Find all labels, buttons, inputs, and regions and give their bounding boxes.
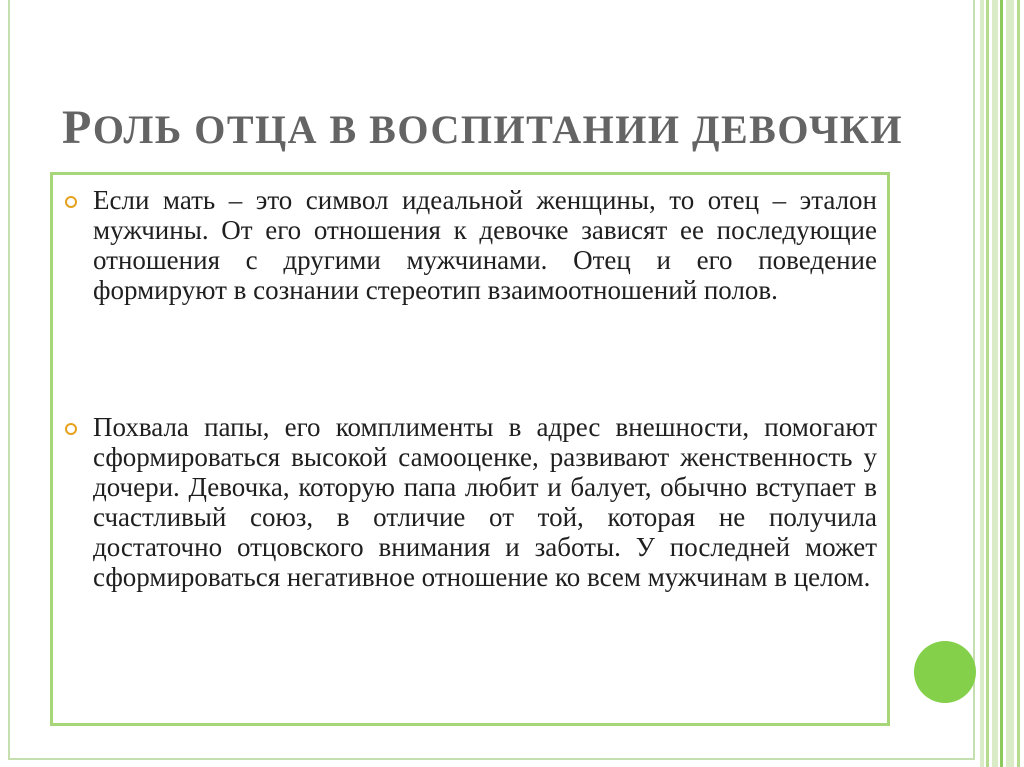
bullet-circle-icon xyxy=(65,423,77,435)
stripe-5 xyxy=(1006,0,1014,767)
bullet-circle-icon xyxy=(65,196,77,208)
bullet-text-1: Если мать – это символ идеальной женщины, то отец – эталон мужчины. От его отношения к девочке зависят ее последующие отношения с другими мужчинами. Отец и его поведение формируют в сознании стереотип взаимоотношений полов. xyxy=(93,185,877,305)
stripe-6 xyxy=(1017,0,1020,767)
stripe-2 xyxy=(986,0,989,767)
title-rest: ОЛЬ ОТЦА В ВОСПИТАНИИ ДЕВОЧКИ xyxy=(92,107,903,152)
bullet-item-1 xyxy=(93,185,877,305)
decorative-green-circle xyxy=(914,641,976,703)
stripe-3 xyxy=(992,0,998,767)
bullet-item-2 xyxy=(93,412,877,592)
bullet-text-2: Похвала папы, его комплименты в адрес внешности, помогают сформироваться высокой самооценке, развивают женственность у дочери. Девочка, которую папа любит и балует, обычно вступает в счастливый союз, в отличие от той, которая не получила достаточно отцовского внимания и заботы. У последней может сформироваться негативное отношение ко всем мужчинам в целом. xyxy=(93,412,877,592)
stripe-1 xyxy=(980,0,984,767)
slide-title xyxy=(62,101,942,154)
content-box xyxy=(50,172,890,726)
stripe-4 xyxy=(1000,0,1003,767)
decorative-stripes xyxy=(980,0,1024,767)
title-first-letter: Р xyxy=(62,101,93,154)
